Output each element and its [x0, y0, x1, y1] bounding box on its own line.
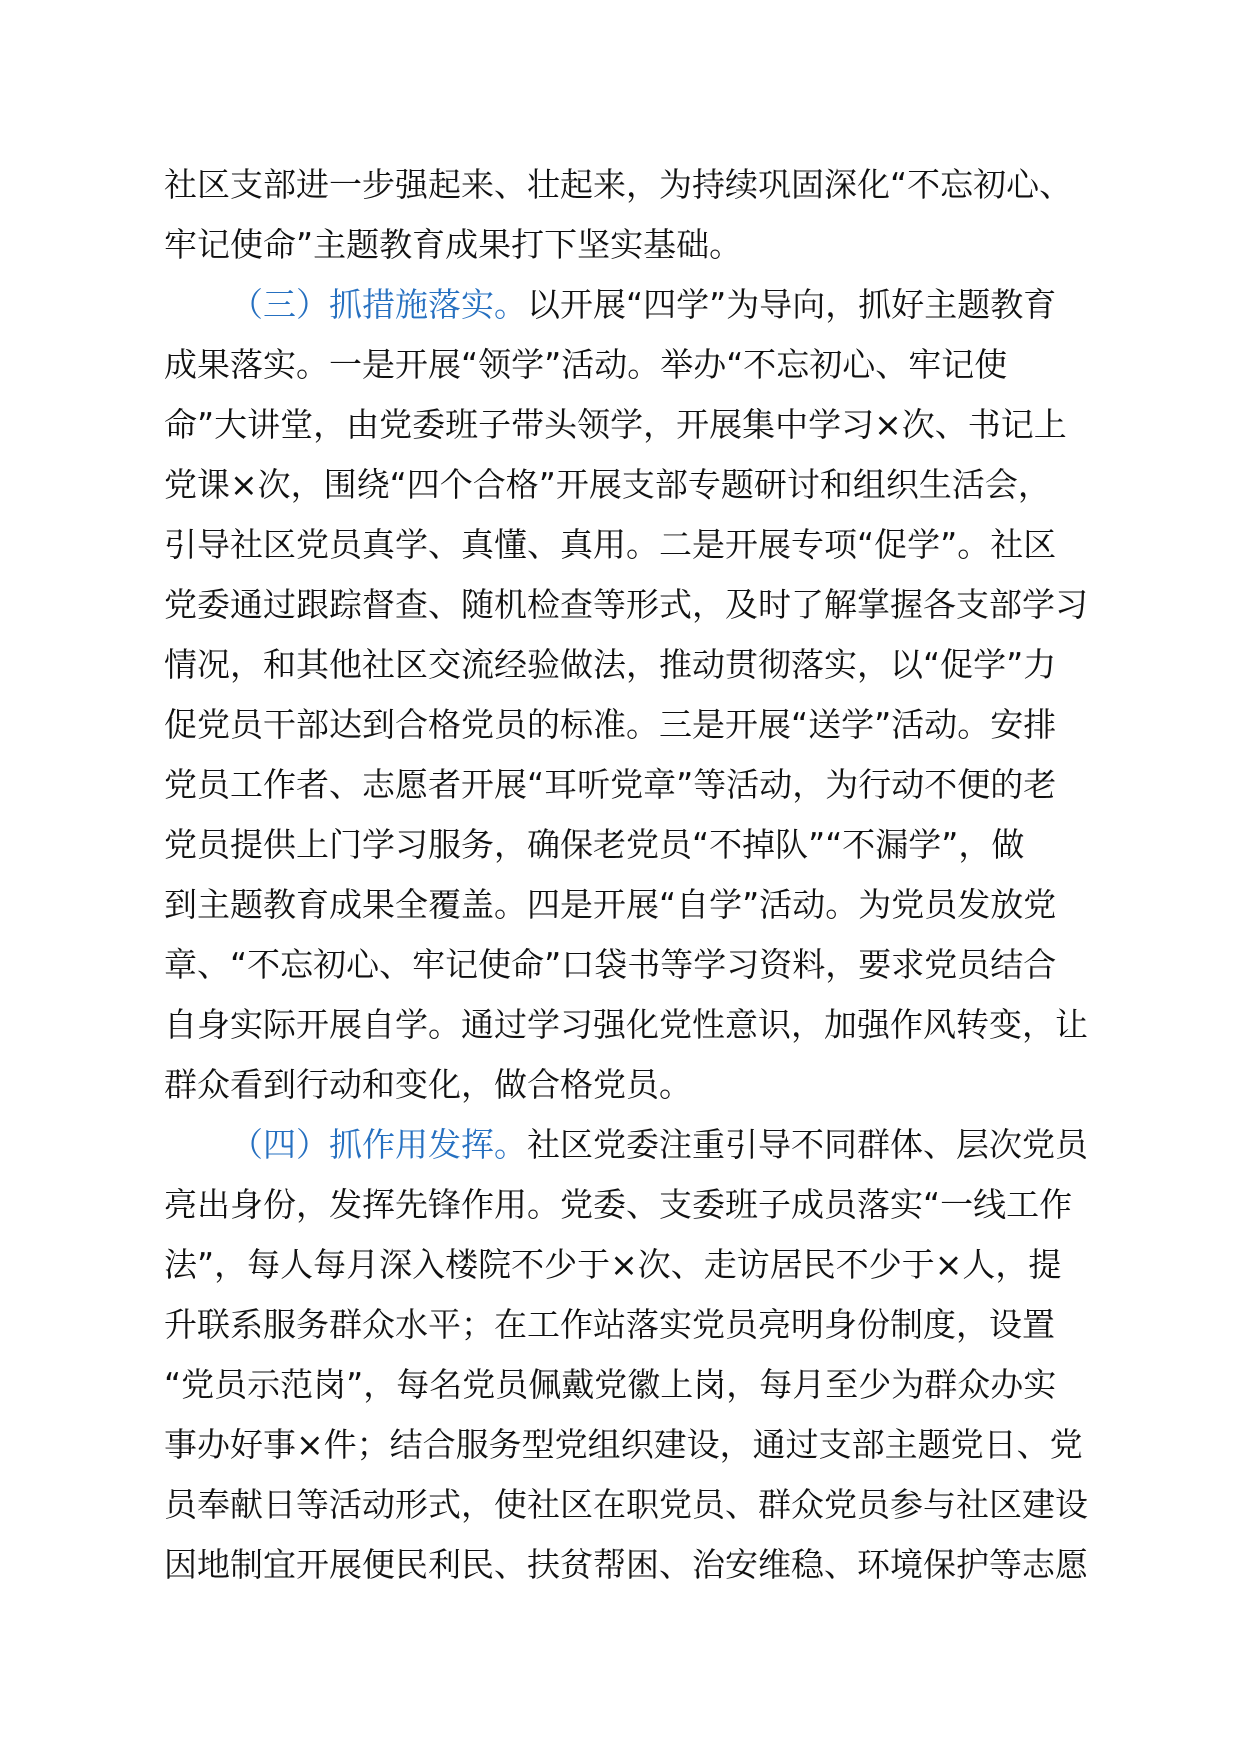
text-line: 因地制宜开展便民利民、扶贫帮困、治安维稳、环境保护等志愿 [164, 1545, 1088, 1584]
text-line: “党员示范岗”，每名党员佩戴党徽上岗，每月至少为群众办实 [164, 1365, 1057, 1404]
section-3-first-line [164, 275, 1110, 335]
section-3-heading: （三）抓措施落实。 [230, 285, 527, 324]
text-line: 群众看到行动和变化，做合格党员。 [164, 1065, 692, 1104]
text-line: 情况，和其他社区交流经验做法，推动贯彻落实，以“促学”力 [164, 645, 1057, 684]
text-line: 命”大讲堂，由党委班子带头领学，开展集中学习×次、书记上 [164, 405, 1067, 444]
text-line: 党员提供上门学习服务，确保老党员“不掉队”“不漏学”，做 [164, 825, 1025, 864]
body-text [164, 155, 1110, 1595]
text-line: 员奉献日等活动形式，使社区在职党员、群众党员参与社区建设 [164, 1485, 1088, 1524]
text-line: 党委通过跟踪督查、随机检查等形式，及时了解掌握各支部学习 [164, 585, 1088, 624]
text-line: 牢记使命”主题教育成果打下坚实基础。 [164, 225, 743, 264]
text-line: 自身实际开展自学。通过学习强化党性意识，加强作风转变，让 [164, 1005, 1088, 1044]
text-line: 升联系服务群众水平；在工作站落实党员亮明身份制度，设置 [164, 1305, 1055, 1344]
text-line: 引导社区党员真学、真懂、真用。二是开展专项“促学”。社区 [164, 525, 1057, 564]
text-line: 成果落实。一是开展“领学”活动。举办“不忘初心、牢记使 [164, 345, 1008, 384]
text-line: 社区支部进一步强起来、壮起来，为持续巩固深化“不忘初心、 [164, 165, 1073, 204]
text-line: 党课×次，围绕“四个合格”开展支部专题研讨和组织生活会， [164, 465, 1051, 504]
section-4-lead-text: 社区党委注重引导不同群体、层次党员 [527, 1125, 1088, 1164]
text-line: 章、“不忘初心、牢记使命”口袋书等学习资料，要求党员结合 [164, 945, 1057, 984]
text-line: 亮出身份，发挥先锋作用。党委、支委班子成员落实“一线工作 [164, 1185, 1073, 1224]
text-line: 促党员干部达到合格党员的标准。三是开展“送学”活动。安排 [164, 705, 1057, 744]
text-line: 到主题教育成果全覆盖。四是开展“自学”活动。为党员发放党 [164, 885, 1057, 924]
text-line: 党员工作者、志愿者开展“耳听党章”等活动，为行动不便的老 [164, 765, 1057, 804]
text-line: 事办好事×件；结合服务型党组织建设，通过支部主题党日、党 [164, 1425, 1083, 1464]
text-line: 法”，每人每月深入楼院不少于×次、走访居民不少于×人，提 [164, 1245, 1062, 1284]
section-4-first-line [164, 1115, 1110, 1175]
section-4-heading: （四）抓作用发挥。 [230, 1125, 527, 1164]
section-3-lead-text: 以开展“四学”为导向，抓好主题教育 [527, 285, 1057, 324]
